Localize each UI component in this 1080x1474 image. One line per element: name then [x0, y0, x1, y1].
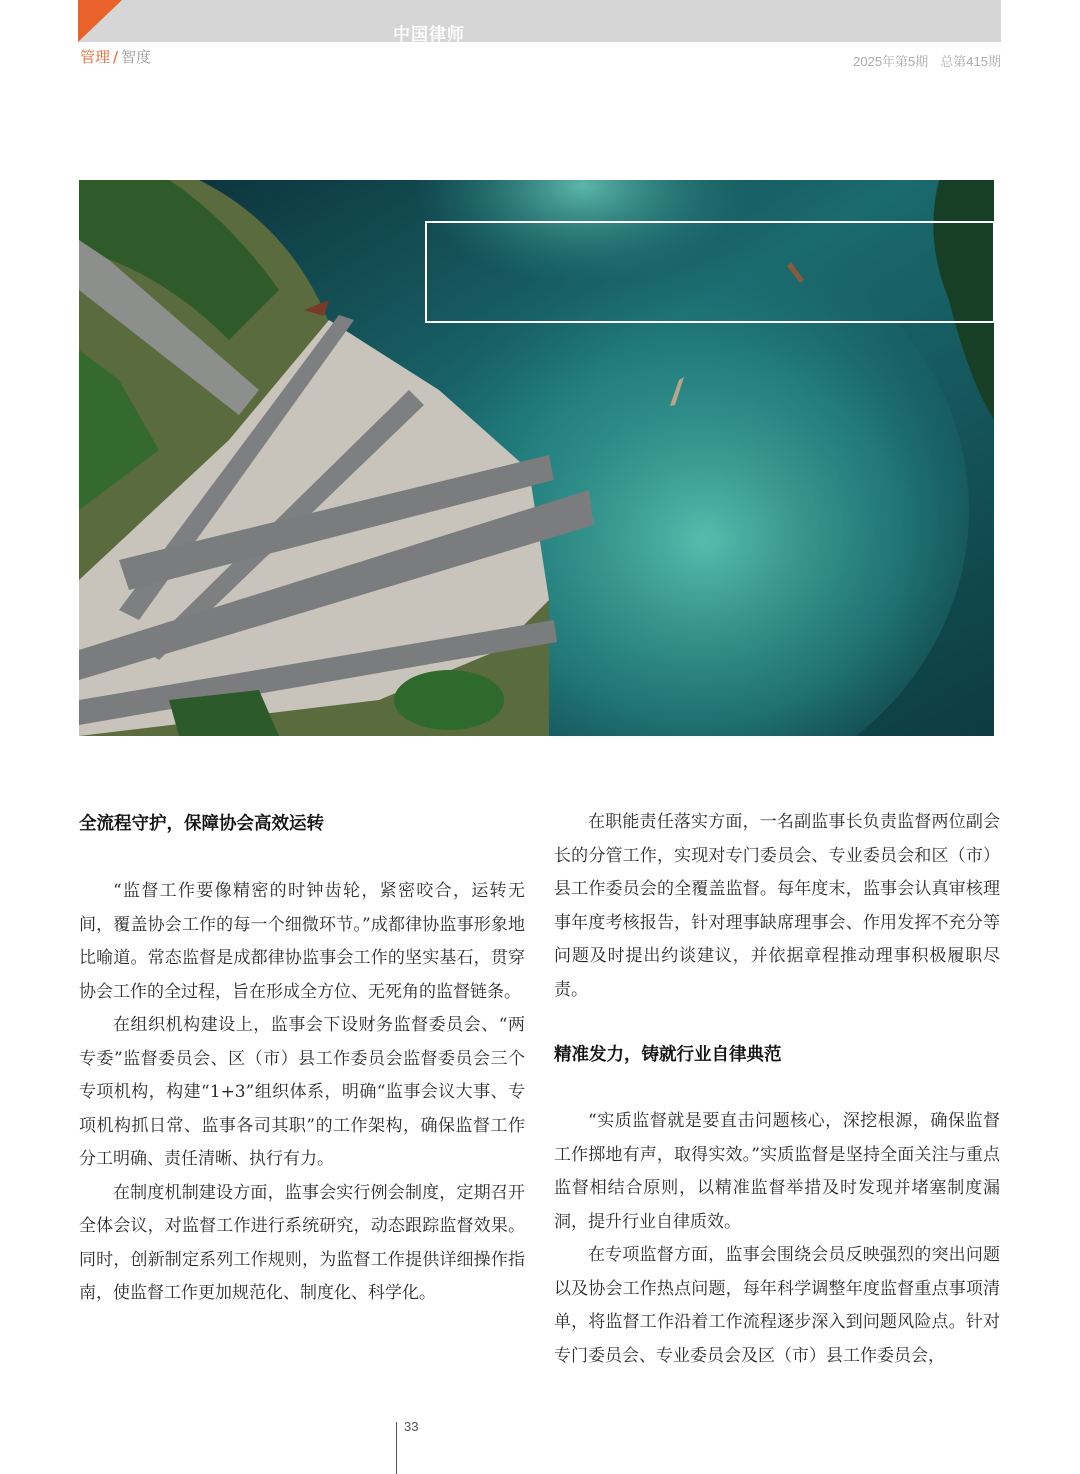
section-heading-precise-effort: 精准发力，铸就行业自律典范 — [554, 1045, 782, 1065]
right-column — [554, 806, 1000, 1373]
header-accent-corner — [78, 0, 122, 42]
issue-info — [853, 51, 1001, 70]
section-secondary: 智度 — [121, 48, 152, 66]
paragraph: 在制度机制建设方面，监事会实行例会制度，定期召开全体会议，对监督工作进行系统研究，动态跟踪监督效果。同时，创新制定系列工作规则，为监督工作提供详细操作指南，使监督工作更加规范化、制度化、科学化。 — [79, 1182, 525, 1303]
aerial-riverside-photo — [79, 180, 994, 736]
paragraph: “实质监督就是要直击问题核心，深挖根源，确保监督工作掷地有声，取得实效。”实质监督是坚持全面关注与重点监督相结合原则，以精准监督举措及时发现并堵塞制度漏洞，提升行业自律质效。 — [554, 1111, 1000, 1232]
header-bar — [78, 0, 1001, 42]
issue-number: 2025年第5期 — [853, 54, 929, 69]
total-issue-number: 总第415期 — [940, 54, 1001, 69]
paragraph: 在组织机构建设上，监事会下设财务监督委员会、“两专委”监督委员会、区（市）县工作委员会监督委员会三个专项机构，构建“1+3”组织体系，明确“监事会议大事、专项机构抓日常、监事各司其职”的工作架构，确保监督工作分工明确、责任清晰、执行有力。 — [79, 1015, 525, 1169]
section-label — [80, 46, 151, 67]
section-separator: / — [113, 48, 119, 66]
masthead-logo: 中国律师 — [393, 25, 465, 45]
paragraph: 在职能责任落实方面，一名副监事长负责监督两位副会长的分管工作，实现对专门委员会、专业委员会和区（市）县工作委员会的全覆盖监督。每年度末，监事会认真审核理事年度考核报告，针对理事缺席理事会、作用发挥不充分等问题及时提出约谈建议，并依据章程推动理事积极履职尽责。 — [554, 812, 1000, 1000]
paragraph: 在专项监督方面，监事会围绕会员反映强烈的突出问题以及协会工作热点问题，每年科学调整年度监督重点事项清单，将监督工作沿着工作流程逐步深入到问题风险点。针对专门委员会、专业委员会及区（市）县工作委员会， — [554, 1245, 1000, 1366]
section-heading-full-process: 全流程守护，保障协会高效运转 — [79, 814, 324, 834]
left-column — [79, 808, 525, 1311]
page-number: 33 — [404, 1419, 419, 1434]
paragraph: “监督工作要像精密的时钟齿轮，紧密咬合，运转无间，覆盖协会工作的每一个细微环节。”成都律协监事形象地比喻道。常态监督是成都律协监事会工作的坚实基石，贯穿协会工作的全过程，旨在形成全方位、无死角的监督链条。 — [79, 881, 525, 1002]
footer-divider — [396, 1422, 397, 1474]
section-primary: 管理 — [80, 48, 111, 66]
